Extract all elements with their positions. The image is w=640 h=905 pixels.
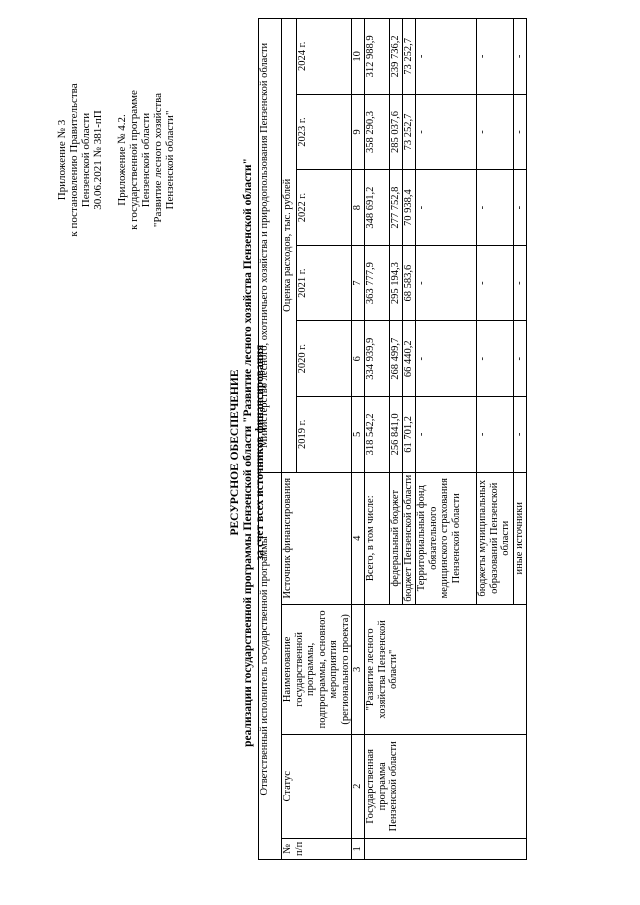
header-year: 2021 г. <box>297 245 352 321</box>
value-cell: - <box>477 397 514 473</box>
header-responsible: Ответственный исполнитель государственной программы <box>259 472 282 859</box>
value-cell: - <box>514 94 527 170</box>
resource-table <box>258 18 527 860</box>
header-year: 2024 г. <box>297 19 352 95</box>
value-cell: - <box>416 245 477 321</box>
value-cell: - <box>416 397 477 473</box>
appendix-line: Приложение № 3 <box>56 119 68 201</box>
index-cell: 3 <box>352 604 365 734</box>
value-cell: 318 542,2 <box>365 397 390 473</box>
value-cell: - <box>416 94 477 170</box>
value-cell: 277 752,8 <box>390 170 403 246</box>
appendix-line: Пензенской области" <box>164 110 176 210</box>
value-cell: - <box>477 170 514 246</box>
program-name-cell: "Развитие лесного хозяйства Пензенской области" <box>365 604 527 734</box>
value-cell: - <box>514 19 527 95</box>
value-cell: 66 440,2 <box>403 321 416 397</box>
header-col-num: № п/п <box>282 838 352 859</box>
value-cell: 73 252,7 <box>403 94 416 170</box>
value-cell: 285 037,6 <box>390 94 403 170</box>
title-line-3: за счет всех источников финансирования <box>254 344 266 561</box>
index-cell: 10 <box>352 19 365 95</box>
header-ministry: Министерство лесного, охотничьего хозяйства и природопользования Пензенской области <box>259 19 282 473</box>
header-name: Наименование государственной программы, подпрограммы, основного мероприятия (регионального проекта) <box>282 604 352 734</box>
source-cell: федеральный бюджет <box>390 472 403 604</box>
index-row <box>352 19 365 860</box>
index-cell: 5 <box>352 397 365 473</box>
value-cell: - <box>477 321 514 397</box>
value-cell: 334 939,9 <box>365 321 390 397</box>
index-cell: 2 <box>352 734 365 838</box>
header-year: 2019 г. <box>297 397 352 473</box>
value-cell: 363 777,9 <box>365 245 390 321</box>
header-year: 2020 г. <box>297 321 352 397</box>
source-cell: иные источники <box>514 472 527 604</box>
appendix-line: к постановлению Правительства <box>68 83 80 237</box>
index-cell: 9 <box>352 94 365 170</box>
value-cell: 295 194,3 <box>390 245 403 321</box>
index-cell: 7 <box>352 245 365 321</box>
index-cell: 1 <box>352 838 365 859</box>
index-cell: 4 <box>352 472 365 604</box>
value-cell: - <box>477 94 514 170</box>
appendix-line: Пензенской области <box>80 112 92 208</box>
header-source: Источник финансирования <box>282 472 352 604</box>
value-cell: - <box>477 19 514 95</box>
value-cell: 312 988,9 <box>365 19 390 95</box>
value-cell: 73 252,7 <box>403 19 416 95</box>
value-cell: - <box>514 397 527 473</box>
value-cell: 256 841,0 <box>390 397 403 473</box>
source-cell: Всего, в том числе: <box>365 472 390 604</box>
value-cell: - <box>514 245 527 321</box>
table-row <box>365 19 390 860</box>
value-cell: 348 691,2 <box>365 170 390 246</box>
value-cell: - <box>477 245 514 321</box>
title-line-1: РЕСУРСНОЕ ОБЕСПЕЧЕНИЕ <box>229 369 241 536</box>
value-cell: - <box>514 170 527 246</box>
value-cell: - <box>416 321 477 397</box>
source-cell: Территориальный фонд обязательного медицинского страхования Пензенской области <box>416 472 477 604</box>
source-cell: бюджеты муниципальных образований Пензенской области <box>477 472 514 604</box>
value-cell: 358 290,3 <box>365 94 390 170</box>
appendix-line: Пензенской области <box>140 112 152 208</box>
appendix-line: "Развитие лесного хозяйства <box>152 92 164 228</box>
value-cell: 61 701,2 <box>403 397 416 473</box>
source-cell: бюджет Пензенской области <box>403 472 416 604</box>
index-cell: 6 <box>352 321 365 397</box>
value-cell: 268 499,7 <box>390 321 403 397</box>
appendix-line <box>104 60 116 260</box>
row-number-cell <box>365 838 527 859</box>
header-status: Статус <box>282 734 352 838</box>
value-cell: - <box>416 19 477 95</box>
value-cell: 70 938,4 <box>403 170 416 246</box>
value-cell: - <box>416 170 477 246</box>
header-year: 2022 г. <box>297 170 352 246</box>
index-cell: 8 <box>352 170 365 246</box>
value-cell: - <box>514 321 527 397</box>
value-cell: 68 583,6 <box>403 245 416 321</box>
header-year: 2023 г. <box>297 94 352 170</box>
status-cell: Государственная программа Пензенской области <box>365 734 527 838</box>
appendix-block <box>56 60 176 260</box>
header-estimate: Оценка расходов, тыс. рублей <box>282 19 297 473</box>
title-line-2: реализации государственной программы Пензенской области "Развитие лесного хозяйства Пензенской области" <box>241 158 254 747</box>
appendix-line: 30.06.2021 № 381-пП <box>92 110 104 210</box>
value-cell: 239 736,2 <box>390 19 403 95</box>
appendix-line: Приложение № 4.2. <box>116 114 128 206</box>
appendix-line: к государственной программе <box>128 90 140 230</box>
